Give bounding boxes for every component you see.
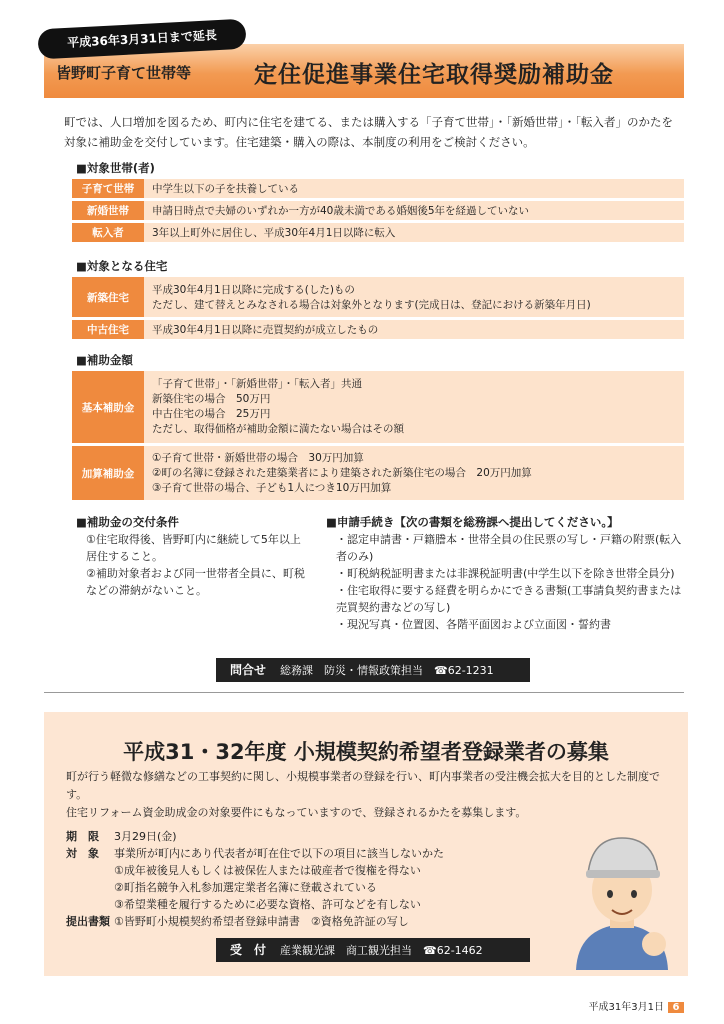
basic-line: 新築住宅の場合 50万円	[152, 393, 271, 405]
target-households-heading: ■対象世帯(者)	[76, 161, 155, 175]
basic-line: 中古住宅の場合 25万円	[152, 408, 271, 420]
deadline-value: 3月29日(金)	[114, 830, 177, 843]
table-row	[72, 201, 684, 220]
row-label: 子育て世帯	[72, 179, 144, 198]
page-number: 6	[668, 1002, 684, 1013]
application-item: ・認定申請書・戸籍謄本・世帯全員の住民票の写し・戸籍の附票(転入者のみ)	[336, 533, 682, 563]
reception-box	[216, 938, 530, 962]
row-label: 新婚世帯	[72, 201, 144, 220]
table-row	[72, 371, 684, 443]
inquiry-contact: 総務課 防災・情報政策担当 ☎62-1231	[280, 664, 494, 677]
recruit-intro-line: 町が行う軽微な修繕などの工事契約に関し、小規模事業者の登録を行い、町内事業者の受注機会拡大を目的とした制度です。	[66, 770, 660, 801]
application-item: ・町税納税証明書または非課税証明書(中学生以下を除き世帯全員分)	[336, 567, 675, 580]
target-line: ①成年被後見人もしくは被保佐人または破産者で復権を得ない	[114, 864, 421, 877]
basic-label: 基本補助金	[72, 371, 144, 443]
extra-label: 加算補助金	[72, 446, 144, 500]
target-households-table	[72, 176, 684, 245]
row-value	[144, 277, 684, 317]
extra-line: ③子育て世帯の場合、子ども1人につき10万円加算	[152, 481, 392, 494]
condition-item: ①住宅取得後、皆野町内に継続して5年以上居住すること。	[86, 533, 301, 563]
issue-date: 平成31年3月1日	[588, 1002, 664, 1013]
application-heading: ■申請手続き【次の書類を総務課へ提出してください。】	[326, 515, 619, 529]
extra-values	[144, 446, 684, 500]
docs-label: 提出書類	[66, 915, 110, 928]
subsidy-heading: ■補助金額	[76, 353, 133, 367]
extra-line: ②町の名簿に登録された建築業者により建築された新築住宅の場合 20万円加算	[152, 466, 532, 479]
page-title: 定住促進事業住宅取得奨励補助金	[254, 62, 614, 88]
section-divider	[44, 692, 684, 693]
recruit-section	[44, 712, 688, 976]
basic-line: ただし、取得価格が補助金額に満たない場合はその額	[152, 423, 404, 435]
row-label: 新築住宅	[72, 277, 144, 317]
condition-item: ②補助対象者および同一世帯者全員に、町税などの滞納がないこと。	[86, 567, 305, 597]
target-line: ②町指名競争入札参加選定業者名簿に登載されている	[114, 881, 377, 894]
recruit-intro-line: 住宅リフォーム資金助成金の対象要件にもなっていますので、登録されるかたを募集します。	[66, 806, 527, 819]
page-footer	[589, 998, 684, 1013]
row-value: 平成30年4月1日以降に売買契約が成立したもの	[144, 320, 684, 339]
extra-line: ①子育て世帯・新婚世帯の場合 30万円加算	[152, 451, 364, 464]
title-prefix: 皆野町子育て世帯等	[56, 64, 192, 82]
conditions-heading: ■補助金の交付条件	[76, 515, 179, 529]
recruit-requirements	[66, 828, 536, 930]
recruit-title: 平成31・32年度 小規模契約希望者登録業者の募集	[123, 740, 609, 764]
basic-values	[144, 371, 684, 443]
application-item: ・現況写真・位置図、各階平面図および立面図・誓約書	[336, 618, 611, 631]
table-row	[72, 223, 684, 242]
target-line: ③希望業種を履行するために必要な資格、許可などを有しない	[114, 898, 421, 911]
target-line: 事業所が町内にあり代表者が町在住で以下の項目に該当しないかた	[114, 847, 444, 860]
row-value: 申請日時点で夫婦のいずれか一方が40歳未満である婚姻後5年を経過していない	[144, 201, 684, 220]
subsidy-table	[72, 368, 684, 503]
worker-illustration	[568, 824, 676, 970]
row-label: 中古住宅	[72, 320, 144, 339]
table-row	[72, 277, 684, 317]
application-section	[326, 514, 684, 633]
target-label: 対 象	[66, 847, 99, 860]
deadline-label: 期 限	[66, 830, 99, 843]
row-label: 転入者	[72, 223, 144, 242]
table-row	[72, 320, 684, 339]
housing-new-line2: ただし、建て替えとみなされる場合は対象外となります(完成日は、登記における新築年月日)	[152, 299, 591, 311]
basic-line: 「子育て世帯」・「新婚世帯」・「転入者」共通	[152, 378, 362, 390]
recruit-intro	[66, 768, 678, 822]
row-value: 3年以上町外に居住し、平成30年4月1日以降に転入	[144, 223, 684, 242]
docs-value: ①皆野町小規模契約希望者登録申請書 ②資格免許証の写し	[114, 915, 409, 928]
application-item: ・住宅取得に要する経費を明らかにできる書類(工事請負契約書または売買契約書などの写し)	[336, 584, 682, 614]
reception-label: 受 付	[230, 943, 267, 957]
reception-contact: 産業観光課 商工観光担当 ☎62-1462	[280, 944, 483, 957]
target-housing-table	[72, 274, 684, 342]
row-value: 中学生以下の子を扶養している	[144, 179, 684, 198]
conditions-section	[76, 514, 306, 599]
housing-new-line1: 平成30年4月1日以降に完成する(した)もの	[152, 284, 355, 296]
target-housing-heading: ■対象となる住宅	[76, 259, 168, 273]
inquiry-label: 問合せ	[230, 663, 267, 677]
intro-text: 町では、人口増加を図るため、町内に住宅を建てる、または購入する「子育て世帯」・「新婚世帯」・「転入者」のかたを対象に補助金を交付しています。住宅建築・購入の際は、本制度の利用をご検討ください。	[64, 115, 674, 149]
table-row	[72, 179, 684, 198]
extension-badge: 平成36年3月31日まで延長	[37, 19, 246, 60]
inquiry-box	[216, 658, 530, 682]
table-row	[72, 446, 684, 500]
